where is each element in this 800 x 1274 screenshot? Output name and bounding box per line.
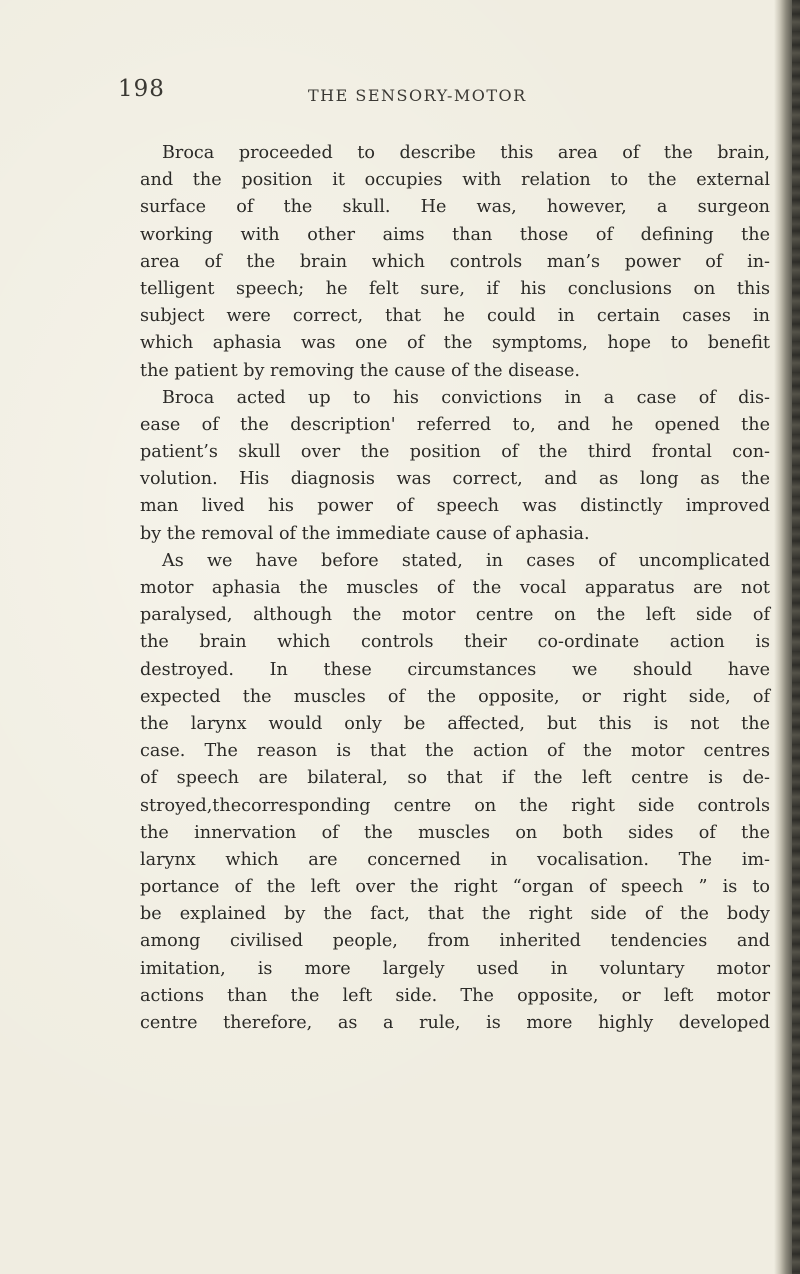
text-line: actions than the left side. The opposite, or left motor: [140, 985, 770, 1006]
text-line: destroyed. In these circumstances we should have: [140, 659, 770, 680]
text-line: larynx which are concerned in vocalisation. The im-: [140, 849, 770, 870]
text-line: the innervation of the muscles on both sides of the: [140, 822, 770, 843]
body-text: [140, 140, 770, 1037]
text-line: motor aphasia the muscles of the vocal apparatus are not: [140, 578, 770, 598]
text-line: case. The reason is that the action of the motor centres: [140, 741, 770, 762]
text-line: As we have before stated, in cases of uncomplicated: [162, 550, 770, 571]
text-line: the patient by removing the cause of the disease.: [140, 360, 580, 381]
text-line: the brain which controls their co-ordinate action is: [140, 632, 770, 653]
text-line: stroyed,thecorresponding centre on the right side controls: [140, 795, 770, 816]
running-head: THE SENSORY-MOTOR: [308, 86, 527, 105]
text-line: volution. His diagnosis was correct, and as long as the: [140, 469, 770, 490]
text-line: which aphasia was one of the symptoms, hope to benefit: [140, 333, 770, 354]
text-line: the larynx would only be affected, but this is not the: [140, 713, 770, 734]
text-line: man lived his power of speech was distinctly improved: [140, 496, 770, 517]
text-line: expected the muscles of the opposite, or right side, of: [140, 686, 770, 707]
text-line: surface of the skull. He was, however, a surgeon: [140, 197, 770, 218]
page-header: [118, 76, 738, 116]
page-binding-edge: [774, 0, 800, 1274]
text-line: be explained by the fact, that the right side of the body: [140, 904, 770, 925]
text-line: and the position it occupies with relation to the external: [140, 170, 770, 191]
text-line: telligent speech; he felt sure, if his conclusions on this: [140, 278, 770, 299]
text-line: working with other aims than those of defining the: [140, 224, 770, 245]
text-line: imitation, is more largely used in voluntary motor: [140, 958, 770, 979]
text-line: patient’s skull over the position of the third frontal con-: [140, 442, 770, 463]
text-line: portance of the left over the right “organ of speech ” is to: [140, 877, 770, 898]
text-line: of speech are bilateral, so that if the left centre is de-: [140, 768, 770, 789]
text-line: paralysed, although the motor centre on the left side of: [140, 605, 770, 626]
text-line: centre therefore, as a rule, is more highly developed: [140, 1013, 770, 1033]
text-line: ease of the description' referred to, and he opened the: [140, 414, 770, 435]
text-line: Broca acted up to his convictions in a case of dis-: [162, 387, 770, 408]
text-line: by the removal of the immediate cause of aphasia.: [140, 523, 590, 544]
text-line: subject were correct, that he could in certain cases in: [140, 306, 770, 327]
text-line: area of the brain which controls man’s power of in-: [140, 251, 770, 272]
page-binding-shadow: [792, 0, 800, 1274]
text-line: Broca proceeded to describe this area of the brain,: [162, 143, 770, 163]
text-line: among civilised people, from inherited tendencies and: [140, 931, 770, 952]
page-number: 198: [118, 76, 165, 102]
